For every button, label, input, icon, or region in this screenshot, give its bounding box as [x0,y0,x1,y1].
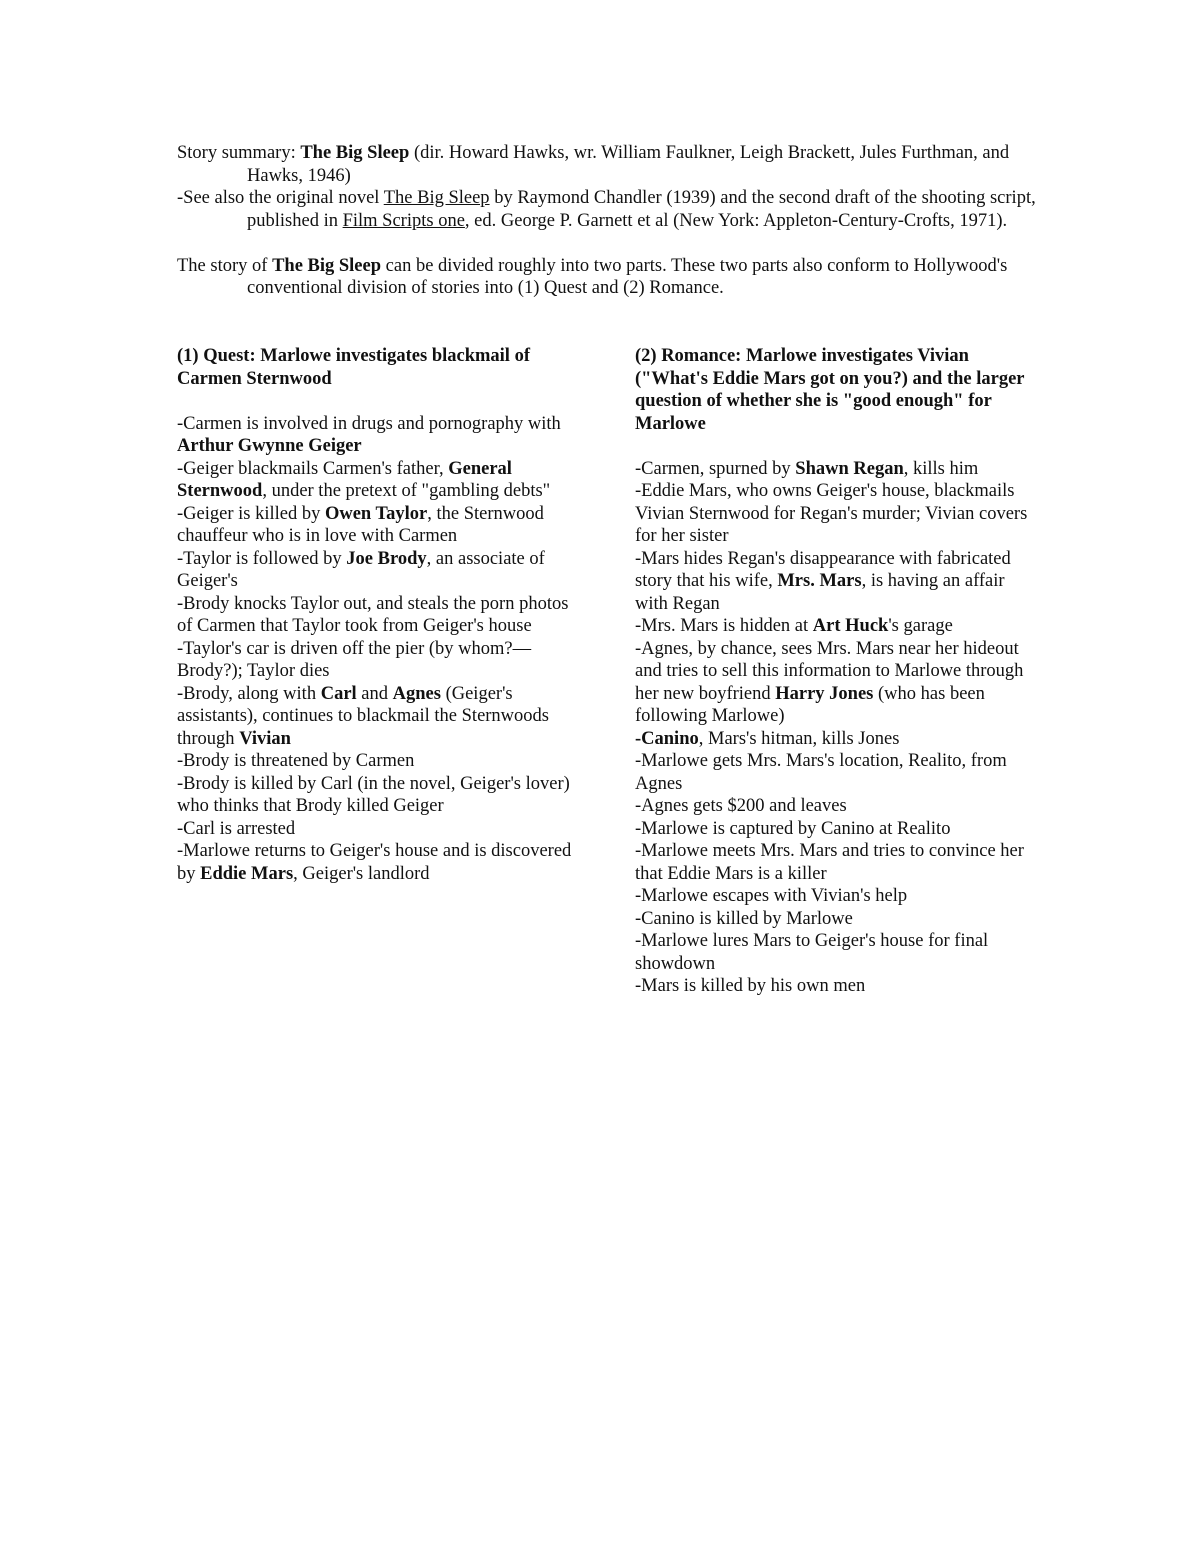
romance-event-item [635,728,1035,751]
event-text: -Brody is killed by Carl (in the novel, Geiger's lover) who thinks that Brody killed Geiger [177,773,570,816]
romance-event-item [635,480,1035,548]
quest-event-item [177,840,577,885]
event-text: (who has been following Marlowe) [635,683,985,726]
see-also-middle: by Raymond Chandler (1939) and the second draft of the shooting script, published in [247,188,1036,231]
event-text: , Geiger's landlord [293,863,430,884]
romance-event-item [635,930,1035,975]
romance-event-item [635,975,1035,998]
romance-event-item [635,840,1035,885]
quest-event-item [177,548,577,593]
book-title: Film Scripts one [342,210,465,231]
see-also-prefix: -See also the original novel [177,188,384,208]
summary-prefix: Story summary: [177,143,301,163]
event-text: -Marlowe escapes with Vivian's help [635,886,908,906]
quest-event-item [177,593,577,638]
event-text: -Geiger is killed by [177,503,325,524]
quest-event-item [177,773,577,818]
character-name: Art Huck [812,616,889,636]
novel-title: The Big Sleep [383,188,490,208]
event-text: -Taylor is followed by [177,548,347,569]
romance-event-item [635,548,1035,616]
romance-event-item [635,638,1035,728]
event-text: , under the pretext of "gambling debts" [262,481,551,501]
event-text: -Taylor's car is driven off the pier (by whom?—Brody?); Taylor dies [177,638,532,681]
character-name: Eddie Mars [200,863,294,884]
character-name: -Canino [635,728,699,749]
event-text: -Mrs. Mars is hidden at [635,616,813,636]
film-title: The Big Sleep [300,143,410,163]
quest-event-item [177,458,577,503]
character-name: Vivian [239,728,291,749]
event-text: -Mars hides Regan's disappearance with fabricated story that his wife, [635,548,1011,591]
event-text: -Marlowe gets Mrs. Mars's location, Realito, from Agnes [635,751,1007,794]
quest-event-item [177,638,577,683]
event-text: -Geiger blackmails Carmen's father, [177,458,449,479]
quest-column [177,345,577,885]
event-text: -Marlowe returns to Geiger's house and is discovered by [177,841,572,884]
romance-event-list [635,458,1035,998]
event-text: -Brody is threatened by Carmen [177,751,415,771]
quest-event-list [177,413,577,886]
romance-event-item [635,818,1035,841]
film-credits: (dir. Howard Hawks, wr. William Faulkner, Leigh Brackett, Jules Furthman, and Hawks, 1946) [247,143,1010,186]
quest-event-item [177,413,577,458]
event-text: -Marlowe lures Mars to Geiger's house for final showdown [635,931,989,974]
event-text: -Eddie Mars, who owns Geiger's house, blackmails Vivian Sternwood for Regan's murder; Vivian covers for her sister [635,481,1028,546]
romance-event-item [635,458,1035,481]
event-text: (Geiger's assistants), continues to blackmail the Sternwoods through [177,683,549,749]
quest-event-item [177,683,577,751]
event-text: , is having an affair with Regan [635,571,1005,614]
character-name: Owen Taylor [324,503,428,524]
division-film-title: The Big Sleep [272,255,382,276]
see-also-rest: , ed. George P. Garnett et al (New York: Appleton-Century-Crofts, 1971). [464,210,1008,231]
character-name: Shawn Regan [795,458,904,479]
event-text: -Carmen is involved in drugs and pornography with [177,413,561,434]
romance-event-item [635,750,1035,795]
romance-event-item [635,885,1035,908]
romance-event-item [635,908,1035,931]
event-text: , kills him [903,458,979,479]
division-text: can be divided roughly into two parts. These two parts also conform to Hollywood's conventional division of stories into (1) Quest and (2) Romance. [247,255,1008,298]
event-text: , Mars's hitman, kills Jones [698,728,900,749]
spacer [177,232,1037,255]
character-name: Arthur Gwynne Geiger [177,436,362,456]
event-text: -Brody, along with [177,683,321,704]
story-summary-line [177,142,1037,187]
division-paragraph [177,255,1037,300]
quest-heading: (1) Quest: Marlowe investigates blackmail of Carmen Sternwood [177,346,530,389]
quest-event-item [177,818,577,841]
event-text: -Brody knocks Taylor out, and steals the porn photos of Carmen that Taylor took from Geiger's house [177,593,569,636]
character-name: Harry Jones [775,683,874,704]
character-name: Carl [320,683,357,704]
event-text: -Carmen, spurned by [635,458,796,479]
quest-event-item [177,503,577,548]
event-text: -Mars is killed by his own men [635,976,866,996]
character-name: Agnes [392,683,441,704]
character-name: General Sternwood [177,458,512,501]
event-text: -Carl is arrested [177,818,296,839]
see-also-line [177,187,1037,232]
event-text: , the Sternwood chauffeur who is in love with Carmen [177,503,544,546]
romance-event-item [635,615,1035,638]
event-text: 's garage [888,616,953,636]
quest-event-item [177,750,577,773]
event-text: -Canino is killed by Marlowe [635,908,853,929]
event-text: and [356,683,393,704]
event-text: -Agnes, by chance, sees Mrs. Mars near her hideout and tries to sell this information to Marlowe through her new boyfriend [635,638,1024,704]
event-text: -Marlowe is captured by Canino at Realito [635,818,951,839]
romance-event-item [635,795,1035,818]
division-prefix: The story of [177,255,273,276]
intro-section [177,142,1037,300]
romance-heading: (2) Romance: Marlowe investigates Vivian ("What's Eddie Mars got on you?) and the larger question of whether she is "good enough" for Marlowe [635,346,1025,434]
event-text: , an associate of Geiger's [177,548,545,591]
event-text: -Marlowe meets Mrs. Mars and tries to convince her that Eddie Mars is a killer [635,841,1024,884]
character-name: Mrs. Mars [777,571,862,591]
event-text: -Agnes gets $200 and leaves [635,796,847,816]
character-name: Joe Brody [346,548,427,569]
romance-column [635,345,1035,998]
